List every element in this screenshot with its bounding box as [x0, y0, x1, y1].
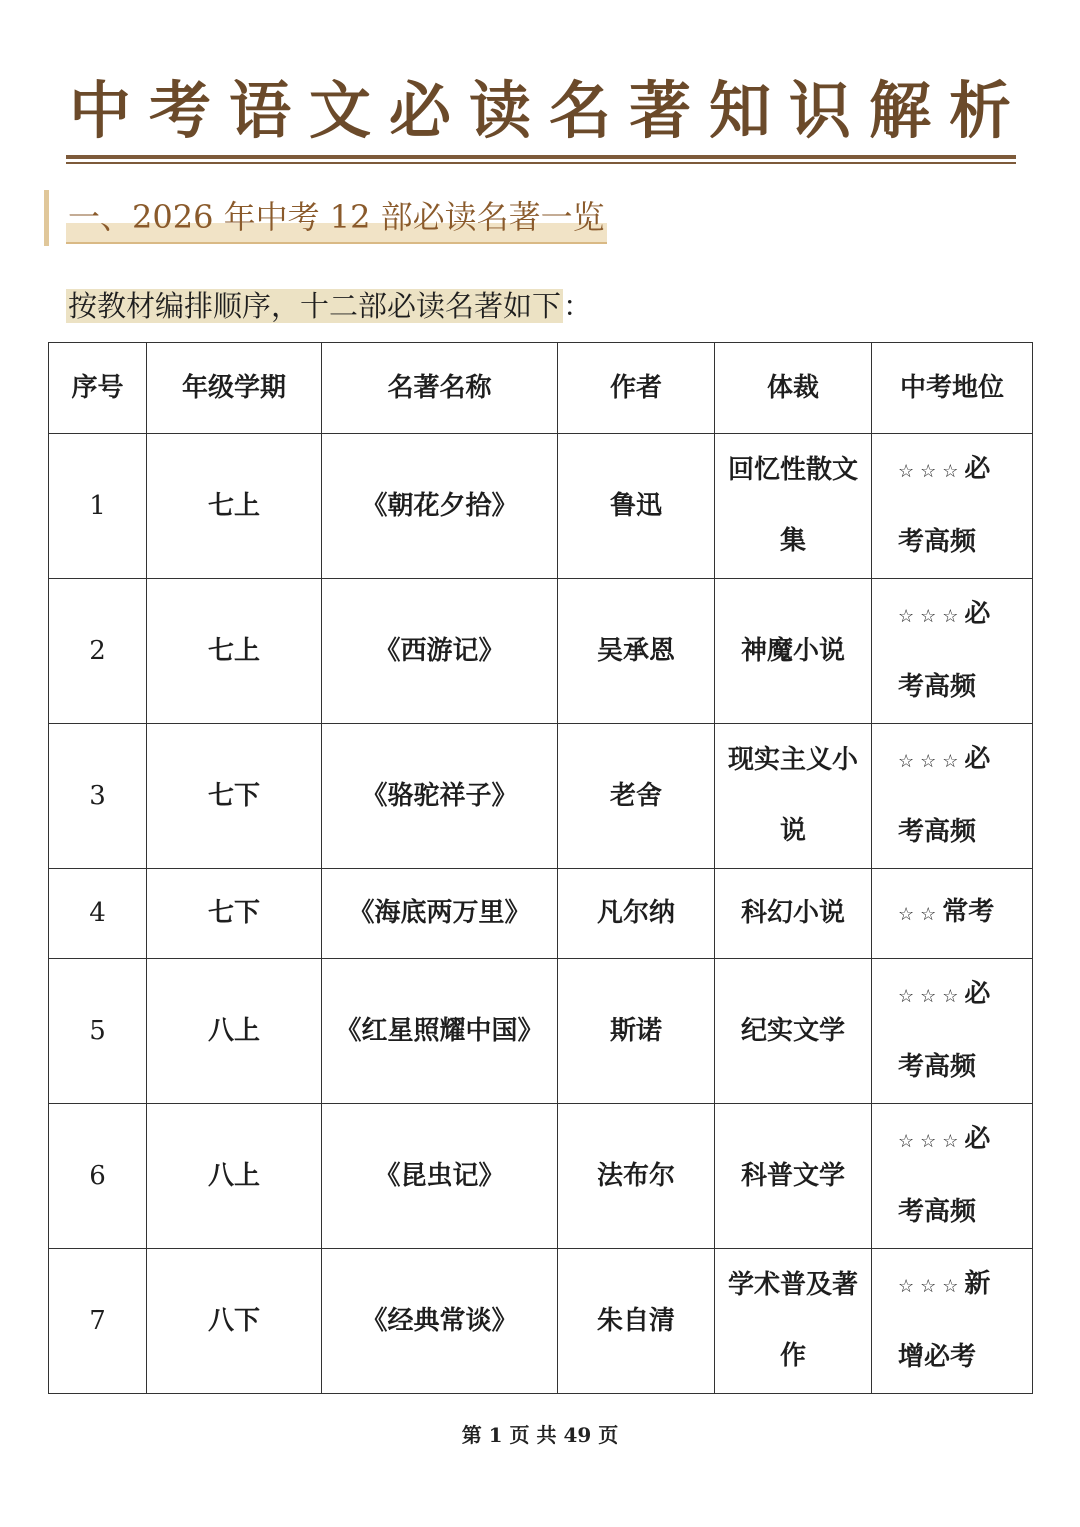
- header-genre: 体裁: [715, 343, 872, 434]
- cell-genre: 现实主义小说: [715, 724, 872, 869]
- cell-number: 7: [49, 1249, 147, 1394]
- cell-book: 《红星照耀中国》: [322, 959, 558, 1104]
- star-rating: ☆☆: [898, 904, 943, 925]
- page-footer: 第 1 页 共 49 页: [461, 1423, 619, 1447]
- header-term: 年级学期: [147, 343, 322, 434]
- cell-genre: 科普文学: [715, 1104, 872, 1249]
- star-rating: ☆☆☆: [898, 1276, 965, 1297]
- section-heading: 一、2026 年中考 12 部必读名著一览: [66, 192, 607, 244]
- table-row: [49, 959, 1033, 1104]
- cell-term: 七上: [147, 579, 322, 724]
- status-text: 必考高频: [898, 979, 991, 1082]
- cell-book: 《西游记》: [322, 579, 558, 724]
- table-row: [49, 579, 1033, 724]
- cell-term: 七下: [147, 724, 322, 869]
- cell-number: 3: [49, 724, 147, 869]
- cell-book: 《朝花夕拾》: [322, 434, 558, 579]
- cell-term: 八上: [147, 959, 322, 1104]
- table-row: [49, 869, 1033, 959]
- status-text: 必考高频: [898, 599, 991, 702]
- cell-number: 1: [49, 434, 147, 579]
- star-rating: ☆☆☆: [898, 986, 965, 1007]
- cell-term: 七上: [147, 434, 322, 579]
- star-rating: ☆☆☆: [898, 461, 965, 482]
- cell-genre: 学术普及著作: [715, 1249, 872, 1394]
- cell-author: 老舍: [558, 724, 715, 869]
- cell-term: 七下: [147, 869, 322, 959]
- cell-status: [872, 579, 1033, 724]
- star-rating: ☆☆☆: [898, 606, 965, 627]
- cell-number: 6: [49, 1104, 147, 1249]
- cell-author: 鲁迅: [558, 434, 715, 579]
- table-header-row: [49, 343, 1033, 434]
- intro-highlight: 按教材编排顺序，十二部必读名著如下: [68, 289, 562, 323]
- cell-number: 5: [49, 959, 147, 1104]
- cell-genre: 纪实文学: [715, 959, 872, 1104]
- table-row: [49, 1249, 1033, 1394]
- cell-genre: 科幻小说: [715, 869, 872, 959]
- cell-status: [872, 1104, 1033, 1249]
- status-text: 新增必考: [898, 1269, 991, 1372]
- title-divider: [66, 155, 1016, 159]
- title-divider-thin: [66, 162, 1016, 164]
- cell-status: [872, 959, 1033, 1104]
- status-text: 常考: [942, 897, 995, 927]
- cell-book: 《海底两万里》: [322, 869, 558, 959]
- status-text: 必考高频: [898, 744, 991, 847]
- cell-status: [872, 434, 1033, 579]
- cell-status: [872, 1249, 1033, 1394]
- table-row: [49, 1104, 1033, 1249]
- cell-book: 《昆虫记》: [322, 1104, 558, 1249]
- header-status: 中考地位: [872, 343, 1033, 434]
- cell-genre: 回忆性散文集: [715, 434, 872, 579]
- header-book: 名著名称: [322, 343, 558, 434]
- cell-author: 朱自清: [558, 1249, 715, 1394]
- star-rating: ☆☆☆: [898, 751, 965, 772]
- star-rating: ☆☆☆: [898, 1131, 965, 1152]
- cell-book: 《骆驼祥子》: [322, 724, 558, 869]
- cell-author: 斯诺: [558, 959, 715, 1104]
- cell-term: 八下: [147, 1249, 322, 1394]
- header-number: 序号: [49, 343, 147, 434]
- cell-status: [872, 724, 1033, 869]
- cell-book: 《经典常谈》: [322, 1249, 558, 1394]
- intro-text: [66, 284, 592, 328]
- cell-author: 吴承恩: [558, 579, 715, 724]
- header-author: 作者: [558, 343, 715, 434]
- cell-term: 八上: [147, 1104, 322, 1249]
- cell-genre: 神魔小说: [715, 579, 872, 724]
- cell-number: 4: [49, 869, 147, 959]
- intro-suffix: ：: [563, 289, 593, 323]
- status-text: 必考高频: [898, 1124, 991, 1227]
- cell-number: 2: [49, 579, 147, 724]
- section-accent-bar: [44, 190, 49, 246]
- cell-author: 法布尔: [558, 1104, 715, 1249]
- cell-status: [872, 869, 1033, 959]
- books-table: [48, 342, 1033, 1394]
- page-title: 中考语文必读名著知识解析: [68, 74, 1029, 147]
- cell-author: 凡尔纳: [558, 869, 715, 959]
- table-row: [49, 434, 1033, 579]
- status-text: 必考高频: [898, 454, 991, 557]
- table-row: [49, 724, 1033, 869]
